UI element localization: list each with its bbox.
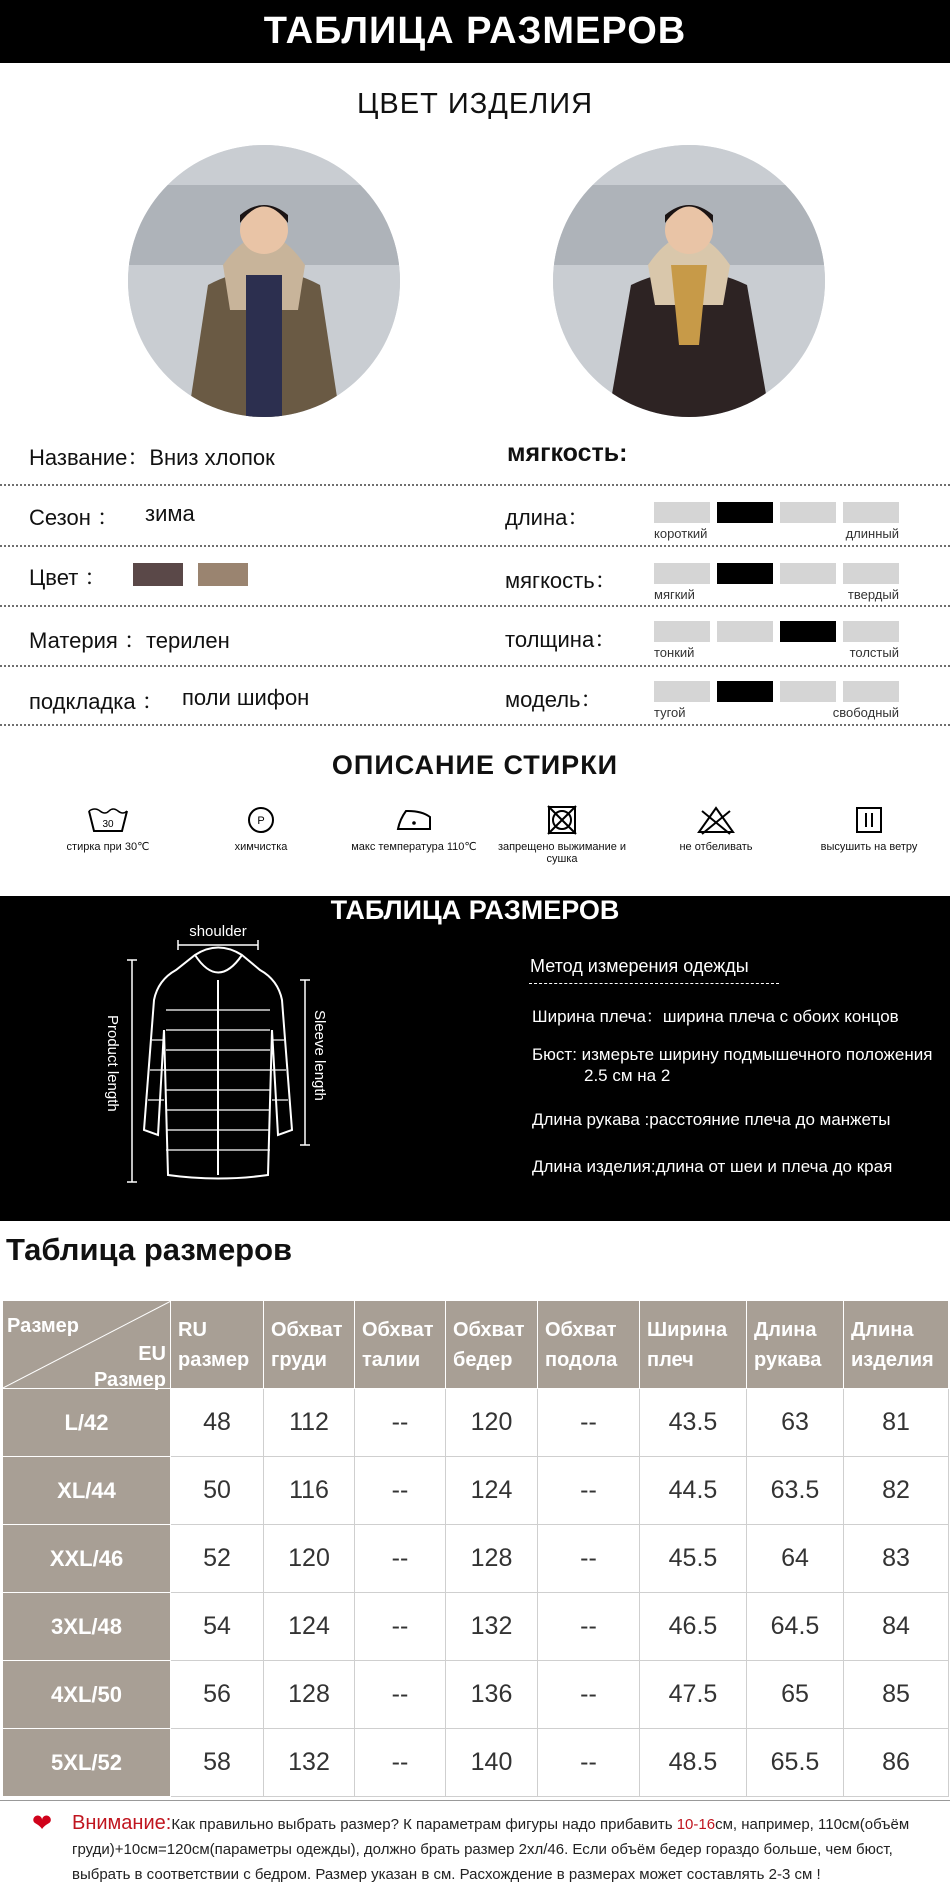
scale-cell xyxy=(717,681,773,702)
wash-label: стирка при 30℃ xyxy=(66,841,150,853)
table-cell: -- xyxy=(355,1457,446,1525)
table-cell: 132 xyxy=(446,1593,538,1661)
scale-cell xyxy=(780,681,836,702)
divider xyxy=(0,724,950,726)
dashed-divider xyxy=(529,983,779,984)
table-cell: 56 xyxy=(171,1661,264,1729)
table-cell: 65.5 xyxy=(747,1729,844,1797)
color-swatch-dark-brown[interactable] xyxy=(133,563,183,586)
scale-high-label: толстый xyxy=(849,645,899,660)
scale-cell xyxy=(780,563,836,584)
table-cell: 120 xyxy=(446,1389,538,1457)
size-cell: XL/44 xyxy=(3,1457,171,1525)
table-cell: 83 xyxy=(844,1525,949,1593)
wash-label: химчистка xyxy=(234,841,288,853)
table-row xyxy=(3,1661,949,1729)
wash-item xyxy=(641,805,791,853)
header-hem: Обхват подола xyxy=(538,1301,640,1389)
table-cell: 64 xyxy=(747,1525,844,1593)
table-cell: 84 xyxy=(844,1593,949,1661)
divider xyxy=(0,484,950,486)
table-row xyxy=(3,1389,949,1457)
table-cell: 136 xyxy=(446,1661,538,1729)
wash-title: ОПИСАНИЕ СТИРКИ xyxy=(331,750,619,780)
scale-cell xyxy=(843,563,899,584)
shoulder-label: shoulder xyxy=(189,923,247,940)
header-corner xyxy=(3,1301,171,1389)
table-cell: 85 xyxy=(844,1661,949,1729)
corner-bottom-label xyxy=(94,1341,166,1393)
softness-label: мягкость： xyxy=(505,568,617,593)
scale-high-label: длинный xyxy=(845,526,899,541)
table-cell: 48 xyxy=(171,1389,264,1457)
jacket-diagram-icon xyxy=(100,920,340,1190)
table-cell: 82 xyxy=(844,1457,949,1525)
notice-range: 10-16 xyxy=(676,1816,716,1833)
corner-eu: EU xyxy=(138,1343,166,1365)
color-section-title: ЦВЕТ ИЗДЕЛИЯ xyxy=(356,88,594,120)
size-table-heading: Таблица размеров xyxy=(6,1232,293,1267)
dry-clean-icon xyxy=(246,805,276,835)
no-tumble-dry-icon xyxy=(545,805,579,835)
table-cell: 65 xyxy=(747,1661,844,1729)
table-cell: -- xyxy=(355,1593,446,1661)
scale-cell xyxy=(654,563,710,584)
wash-item xyxy=(339,805,489,853)
measure-line-bust: Бюст: измерьте ширину подмышечного положения xyxy=(532,1045,933,1064)
header-ru-size: RU размер xyxy=(171,1301,264,1389)
notice-part1: Как правильно выбрать размер? К параметрам фигуры надо прибавить xyxy=(171,1816,677,1833)
scale-cell xyxy=(717,502,773,523)
size-cell: L/42 xyxy=(3,1389,171,1457)
table-row xyxy=(3,1729,949,1797)
scale-low-label: мягкий xyxy=(654,587,695,602)
table-cell: -- xyxy=(355,1661,446,1729)
header-sleeve: Длина рукава xyxy=(747,1301,844,1389)
table-cell: -- xyxy=(355,1525,446,1593)
table-cell: 112 xyxy=(264,1389,355,1457)
wash-label: запрещено выжимание и сушка xyxy=(497,841,627,865)
measure-line-sleeve: Длина рукава :расстояние плеча до манжеты xyxy=(532,1110,891,1129)
notice-part2: см, например, 110см(объём груди)+10см=120см(параметры одежды), должно брать размер 2хл/46. Если объём бедер гораздо больше, чем бюст, выбрать в соответствии с бедром. Размер указан в см. Расхождение в размерах может составлять 2-3 см ! xyxy=(72,1816,910,1883)
size-notice xyxy=(0,1800,950,1899)
table-cell: 86 xyxy=(844,1729,949,1797)
measure-line-shoulder: Ширина плеча：ширина плеча с обоих концов xyxy=(532,1007,899,1026)
table-cell: -- xyxy=(538,1389,640,1457)
iron-icon xyxy=(392,805,436,835)
thickness-label: толщина： xyxy=(505,627,617,652)
table-cell: 47.5 xyxy=(640,1661,747,1729)
scale-cell xyxy=(654,621,710,642)
wash-badge: 30 xyxy=(102,819,114,830)
wash-label: не отбеливать xyxy=(679,841,753,853)
table-cell: 140 xyxy=(446,1729,538,1797)
scale-cell xyxy=(717,621,773,642)
table-cell: 54 xyxy=(171,1593,264,1661)
size-cell: 3XL/48 xyxy=(3,1593,171,1661)
size-cell: 5XL/52 xyxy=(3,1729,171,1797)
table-cell: 120 xyxy=(264,1525,355,1593)
table-cell: -- xyxy=(538,1525,640,1593)
product-photo-brown xyxy=(128,145,400,417)
table-cell: 64.5 xyxy=(747,1593,844,1661)
corner-size: Размер xyxy=(93,1369,166,1391)
scale-cell xyxy=(843,502,899,523)
name-label: Название：Вниз хлопок xyxy=(29,445,275,470)
length-label: длина： xyxy=(505,505,590,530)
table-cell: 44.5 xyxy=(640,1457,747,1525)
table-row xyxy=(3,1457,949,1525)
no-bleach-icon xyxy=(696,805,736,835)
table-cell: 58 xyxy=(171,1729,264,1797)
header-shoulder: Ширина плеч xyxy=(640,1301,747,1389)
measure-line-length: Длина изделия:длина от шеи и плеча до края xyxy=(532,1157,893,1176)
size-cell: 4XL/50 xyxy=(3,1661,171,1729)
table-cell: 132 xyxy=(264,1729,355,1797)
table-cell: 46.5 xyxy=(640,1593,747,1661)
wash-item xyxy=(186,805,336,853)
model-label: модель： xyxy=(505,687,603,712)
divider xyxy=(0,545,950,547)
header-length: Длина изделия xyxy=(844,1301,949,1389)
table-cell: 43.5 xyxy=(640,1389,747,1457)
heart-icon: ❤ xyxy=(32,1810,53,1837)
wash-label: высушить на ветру xyxy=(820,841,918,853)
corner-top-label: Размер xyxy=(7,1315,80,1337)
scale-cell xyxy=(780,502,836,523)
table-cell: 124 xyxy=(264,1593,355,1661)
header-waist: Обхват талии xyxy=(355,1301,446,1389)
season-label: Сезон ： xyxy=(29,505,119,530)
scale-cell xyxy=(717,563,773,584)
table-cell: 124 xyxy=(446,1457,538,1525)
scale-low-label: короткий xyxy=(654,526,708,541)
table-row xyxy=(3,1593,949,1661)
table-cell: 48.5 xyxy=(640,1729,747,1797)
measure-method-title: Метод измерения одежды xyxy=(530,956,749,976)
color-swatch-khaki[interactable] xyxy=(198,563,248,586)
size-cell: XXL/46 xyxy=(3,1525,171,1593)
material-label: Материя ：терилен xyxy=(29,628,230,653)
table-cell: 128 xyxy=(264,1661,355,1729)
scale-high-label: свободный xyxy=(832,705,899,720)
wash-item xyxy=(794,805,944,853)
top-banner xyxy=(0,0,950,63)
wash-item xyxy=(33,805,183,853)
scale-cell xyxy=(654,681,710,702)
table-cell: 45.5 xyxy=(640,1525,747,1593)
product-length-label: Product length xyxy=(104,1015,121,1112)
table-cell: 50 xyxy=(171,1457,264,1525)
measure-line-bust-cont: 2.5 см на 2 xyxy=(584,1066,671,1085)
scale-cell xyxy=(654,502,710,523)
scale-cell xyxy=(780,621,836,642)
scale-low-label: тугой xyxy=(654,705,686,720)
season-value: зима xyxy=(145,501,195,526)
lining-label: подкладка ： xyxy=(29,689,164,714)
table-cell: 116 xyxy=(264,1457,355,1525)
table-cell: 63.5 xyxy=(747,1457,844,1525)
table-cell: -- xyxy=(538,1457,640,1525)
table-cell: -- xyxy=(538,1593,640,1661)
notice-text xyxy=(72,1811,942,1887)
scale-high-label: твердый xyxy=(847,587,899,602)
wash-item xyxy=(487,805,637,865)
wash-badge: P xyxy=(257,815,265,827)
lining-value: поли шифон xyxy=(182,685,310,710)
table-cell: -- xyxy=(538,1729,640,1797)
wash-label: макс температура 110℃ xyxy=(351,841,477,853)
size-table-header xyxy=(3,1301,949,1389)
table-cell: 52 xyxy=(171,1525,264,1593)
header-hips: Обхват бедер xyxy=(446,1301,538,1389)
sleeve-length-label: Sleeve length xyxy=(311,1010,328,1101)
header-chest: Обхват груди xyxy=(264,1301,355,1389)
table-cell: -- xyxy=(355,1389,446,1457)
banner-title: ТАБЛИЦА РАЗМЕРОВ xyxy=(263,10,687,52)
table-cell: 128 xyxy=(446,1525,538,1593)
scale-cell xyxy=(843,681,899,702)
table-row xyxy=(3,1525,949,1593)
notice-attention: Внимание: xyxy=(72,1812,172,1834)
size-table xyxy=(2,1300,949,1797)
softness-header: мягкость: xyxy=(507,439,628,467)
divider xyxy=(0,605,950,607)
product-photo-black xyxy=(553,145,825,417)
table-cell: 63 xyxy=(747,1389,844,1457)
table-cell: 81 xyxy=(844,1389,949,1457)
measurement-title: ТАБЛИЦА РАЗМЕРОВ xyxy=(330,895,620,925)
wash-30-icon xyxy=(86,805,130,835)
color-label: Цвет ： xyxy=(29,565,107,590)
table-cell: -- xyxy=(538,1661,640,1729)
dry-in-wind-icon xyxy=(854,805,884,835)
scale-low-label: тонкий xyxy=(654,645,695,660)
divider xyxy=(0,665,950,667)
scale-cell xyxy=(843,621,899,642)
table-cell: -- xyxy=(355,1729,446,1797)
